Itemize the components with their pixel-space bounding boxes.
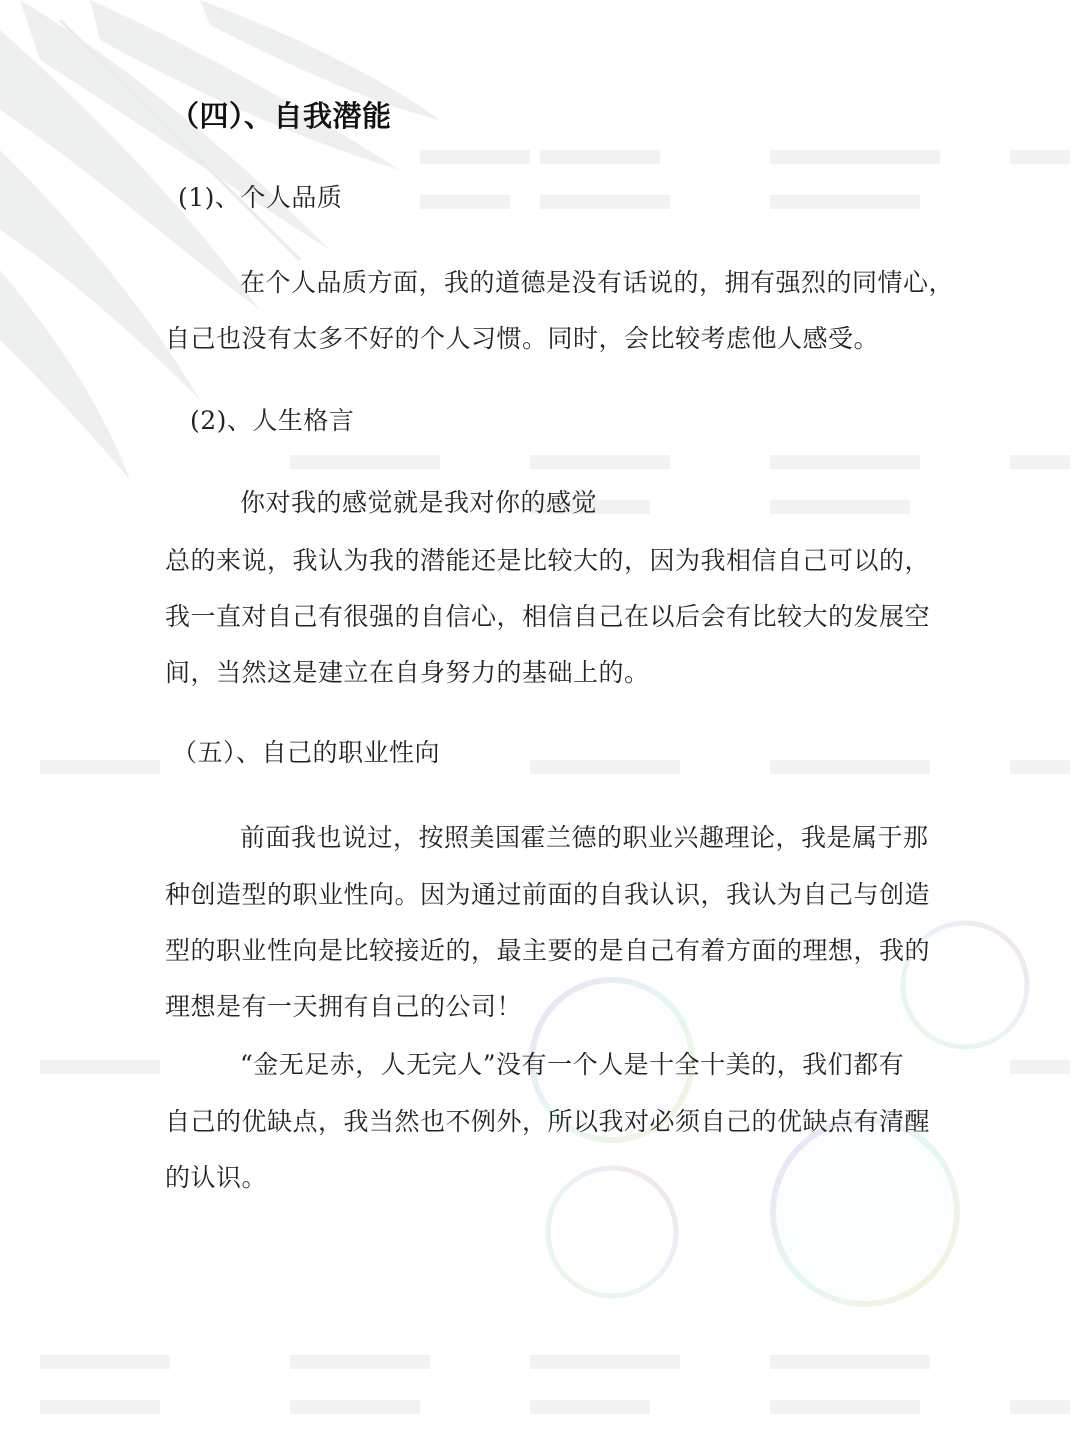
paragraph-line: 前面我也说过，按照美国霍兰德的职业兴趣理论，我是属于那 xyxy=(240,823,929,852)
paragraph-line: 间，当然这是建立在自身努力的基础上的。 xyxy=(165,658,650,687)
paragraph-line: 自己的优缺点，我当然也不例外，所以我对必须自己的优缺点有清醒 xyxy=(165,1107,931,1136)
section-heading-self-potential: （四）、自我潜能 xyxy=(170,99,392,133)
paragraph-line: 种创造型的职业性向。因为通过前面的自我认识，我认为自己与创造 xyxy=(165,880,931,909)
subheading-personal-quality: (1)、个人品质 xyxy=(178,183,343,212)
paragraph-line: 型的职业性向是比较接近的，最主要的是自己有着方面的理想，我的 xyxy=(165,936,931,965)
motto-text: 你对我的感觉就是我对你的感觉 xyxy=(240,488,598,517)
paragraph-line: “金无足赤，人无完人”没有一个人是十全十美的，我们都有 xyxy=(240,1050,905,1079)
section-heading-career-orientation: （五）、自己的职业性向 xyxy=(172,738,441,767)
subheading-life-motto: (2)、人生格言 xyxy=(190,406,355,435)
paragraph-line: 在个人品质方面，我的道德是没有话说的，拥有强烈的同情心， xyxy=(240,268,955,297)
paragraph-line: 理想是有一天拥有自己的公司！ xyxy=(165,992,523,1021)
paragraph-line: 自己也没有太多不好的个人习惯。同时，会比较考虑他人感受。 xyxy=(165,324,880,353)
paragraph-line: 总的来说，我认为我的潜能还是比较大的，因为我相信自己可以的， xyxy=(165,546,931,575)
paragraph-line: 我一直对自己有很强的自信心，相信自己在以后会有比较大的发展空 xyxy=(165,602,931,631)
paragraph-line: 的认识。 xyxy=(165,1163,268,1192)
